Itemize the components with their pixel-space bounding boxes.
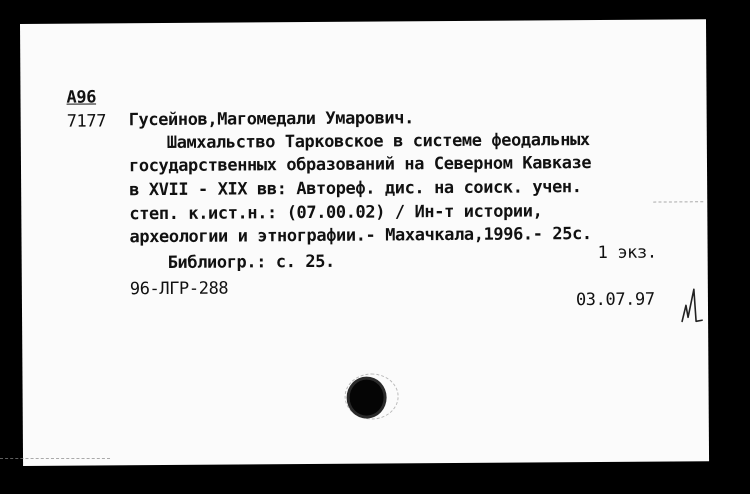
fold-mark-right: [653, 201, 703, 202]
shelfmark: А96: [66, 87, 97, 108]
punch-hole: [349, 379, 383, 415]
scan-edge-mark: [0, 458, 110, 459]
entry-number: 7177: [66, 111, 107, 132]
handwritten-signature: [680, 287, 704, 323]
library-card: [20, 19, 709, 466]
copies-count: 1 экз.: [597, 242, 657, 263]
title-line-1: Шамхальство Тарковское в системе феодальных: [166, 130, 590, 153]
title-line-5: археологии и этнографии.- Махачкала,1996.- 25с.: [129, 224, 592, 248]
bibliography-note: Библиогр.: с. 25.: [167, 251, 335, 273]
catalog-code: 96-ЛГР-288: [129, 278, 229, 300]
title-line-3: в XVII - XIX вв: Автореф. дис. на соиск. учен.: [129, 177, 582, 201]
author-line: Гусейнов,Магомедали Умарович.: [128, 108, 414, 131]
title-line-4: степ. к.ист.н.: (07.00.02) / Ин-т истории,: [129, 201, 543, 225]
processing-date: 03.07.97: [575, 289, 655, 311]
title-line-2: государственных образований на Северном Кавказе: [128, 153, 592, 177]
